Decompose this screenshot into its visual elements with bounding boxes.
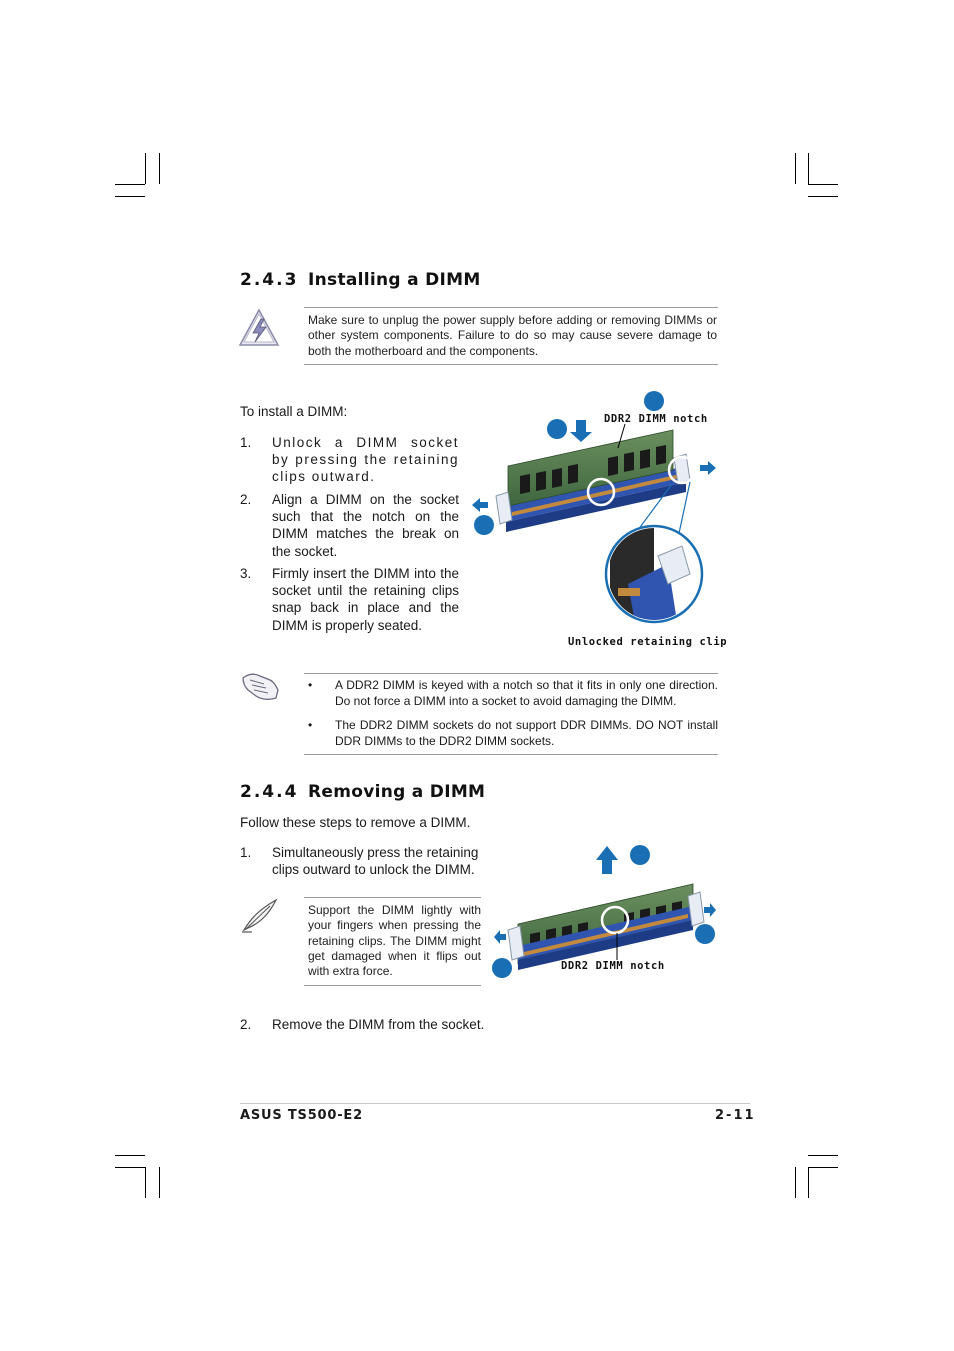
tip-text: Support the DIMM lightly with your fingers when pressing the retaining clips. The DIMM might get damaged when it flips out with extra force. xyxy=(308,903,481,979)
section-number: 2.4.4 xyxy=(240,782,299,802)
section-title: Removing a DIMM xyxy=(308,782,486,802)
install-step-2: 2. Align a DIMM on the socket such that the notch on the DIMM matches the break on the socket. xyxy=(240,492,459,559)
section-heading-remove xyxy=(240,782,485,802)
warning-text: Make sure to unplug the power supply before adding or removing DIMMs or other system components. Failure to do so may cause severe damage to both the motherboard and the components. xyxy=(308,313,717,358)
remove-step-2: 2. Remove the DIMM from the socket. xyxy=(240,1017,485,1032)
remove-intro: Follow these steps to remove a DIMM. xyxy=(240,815,471,830)
remove-step-1: 1. Simultaneously press the retaining clips outward to unlock the DIMM. xyxy=(240,845,479,878)
section-heading-install xyxy=(240,270,481,290)
figure-label-notch-remove: DDR2 DIMM notch xyxy=(561,960,665,972)
warning-lightning-icon xyxy=(238,308,280,348)
footer-page-number: 2-11 xyxy=(715,1108,756,1123)
footer-product: ASUS TS500-E2 xyxy=(240,1108,363,1123)
hand-note-icon xyxy=(240,668,282,704)
install-step-1: 1. Unlock a DIMM socket by pressing the retaining clips outward. xyxy=(240,435,459,485)
section-title: Installing a DIMM xyxy=(308,270,481,290)
section-number: 2.4.3 xyxy=(240,270,299,290)
install-intro: To install a DIMM: xyxy=(240,404,348,419)
install-step-3: 3. Firmly insert the DIMM into the socket until the retaining clips snap back in place and the DIMM is properly seated. xyxy=(240,566,459,633)
quill-tip-icon xyxy=(240,896,280,934)
dimm-remove-figure xyxy=(488,838,724,980)
note-bullet-2: • The DDR2 DIMM sockets do not support DDR DIMMs. DO NOT install DDR DIMMs to the DDR2 DIMM sockets. xyxy=(308,718,718,748)
figure-label-notch: DDR2 DIMM notch xyxy=(604,413,708,425)
note-bullet-1: • A DDR2 DIMM is keyed with a notch so that it fits in only one direction. Do not force a DIMM into a socket to avoid damaging the DIMM. xyxy=(308,678,718,708)
figure-label-clip: Unlocked retaining clip xyxy=(568,636,728,648)
